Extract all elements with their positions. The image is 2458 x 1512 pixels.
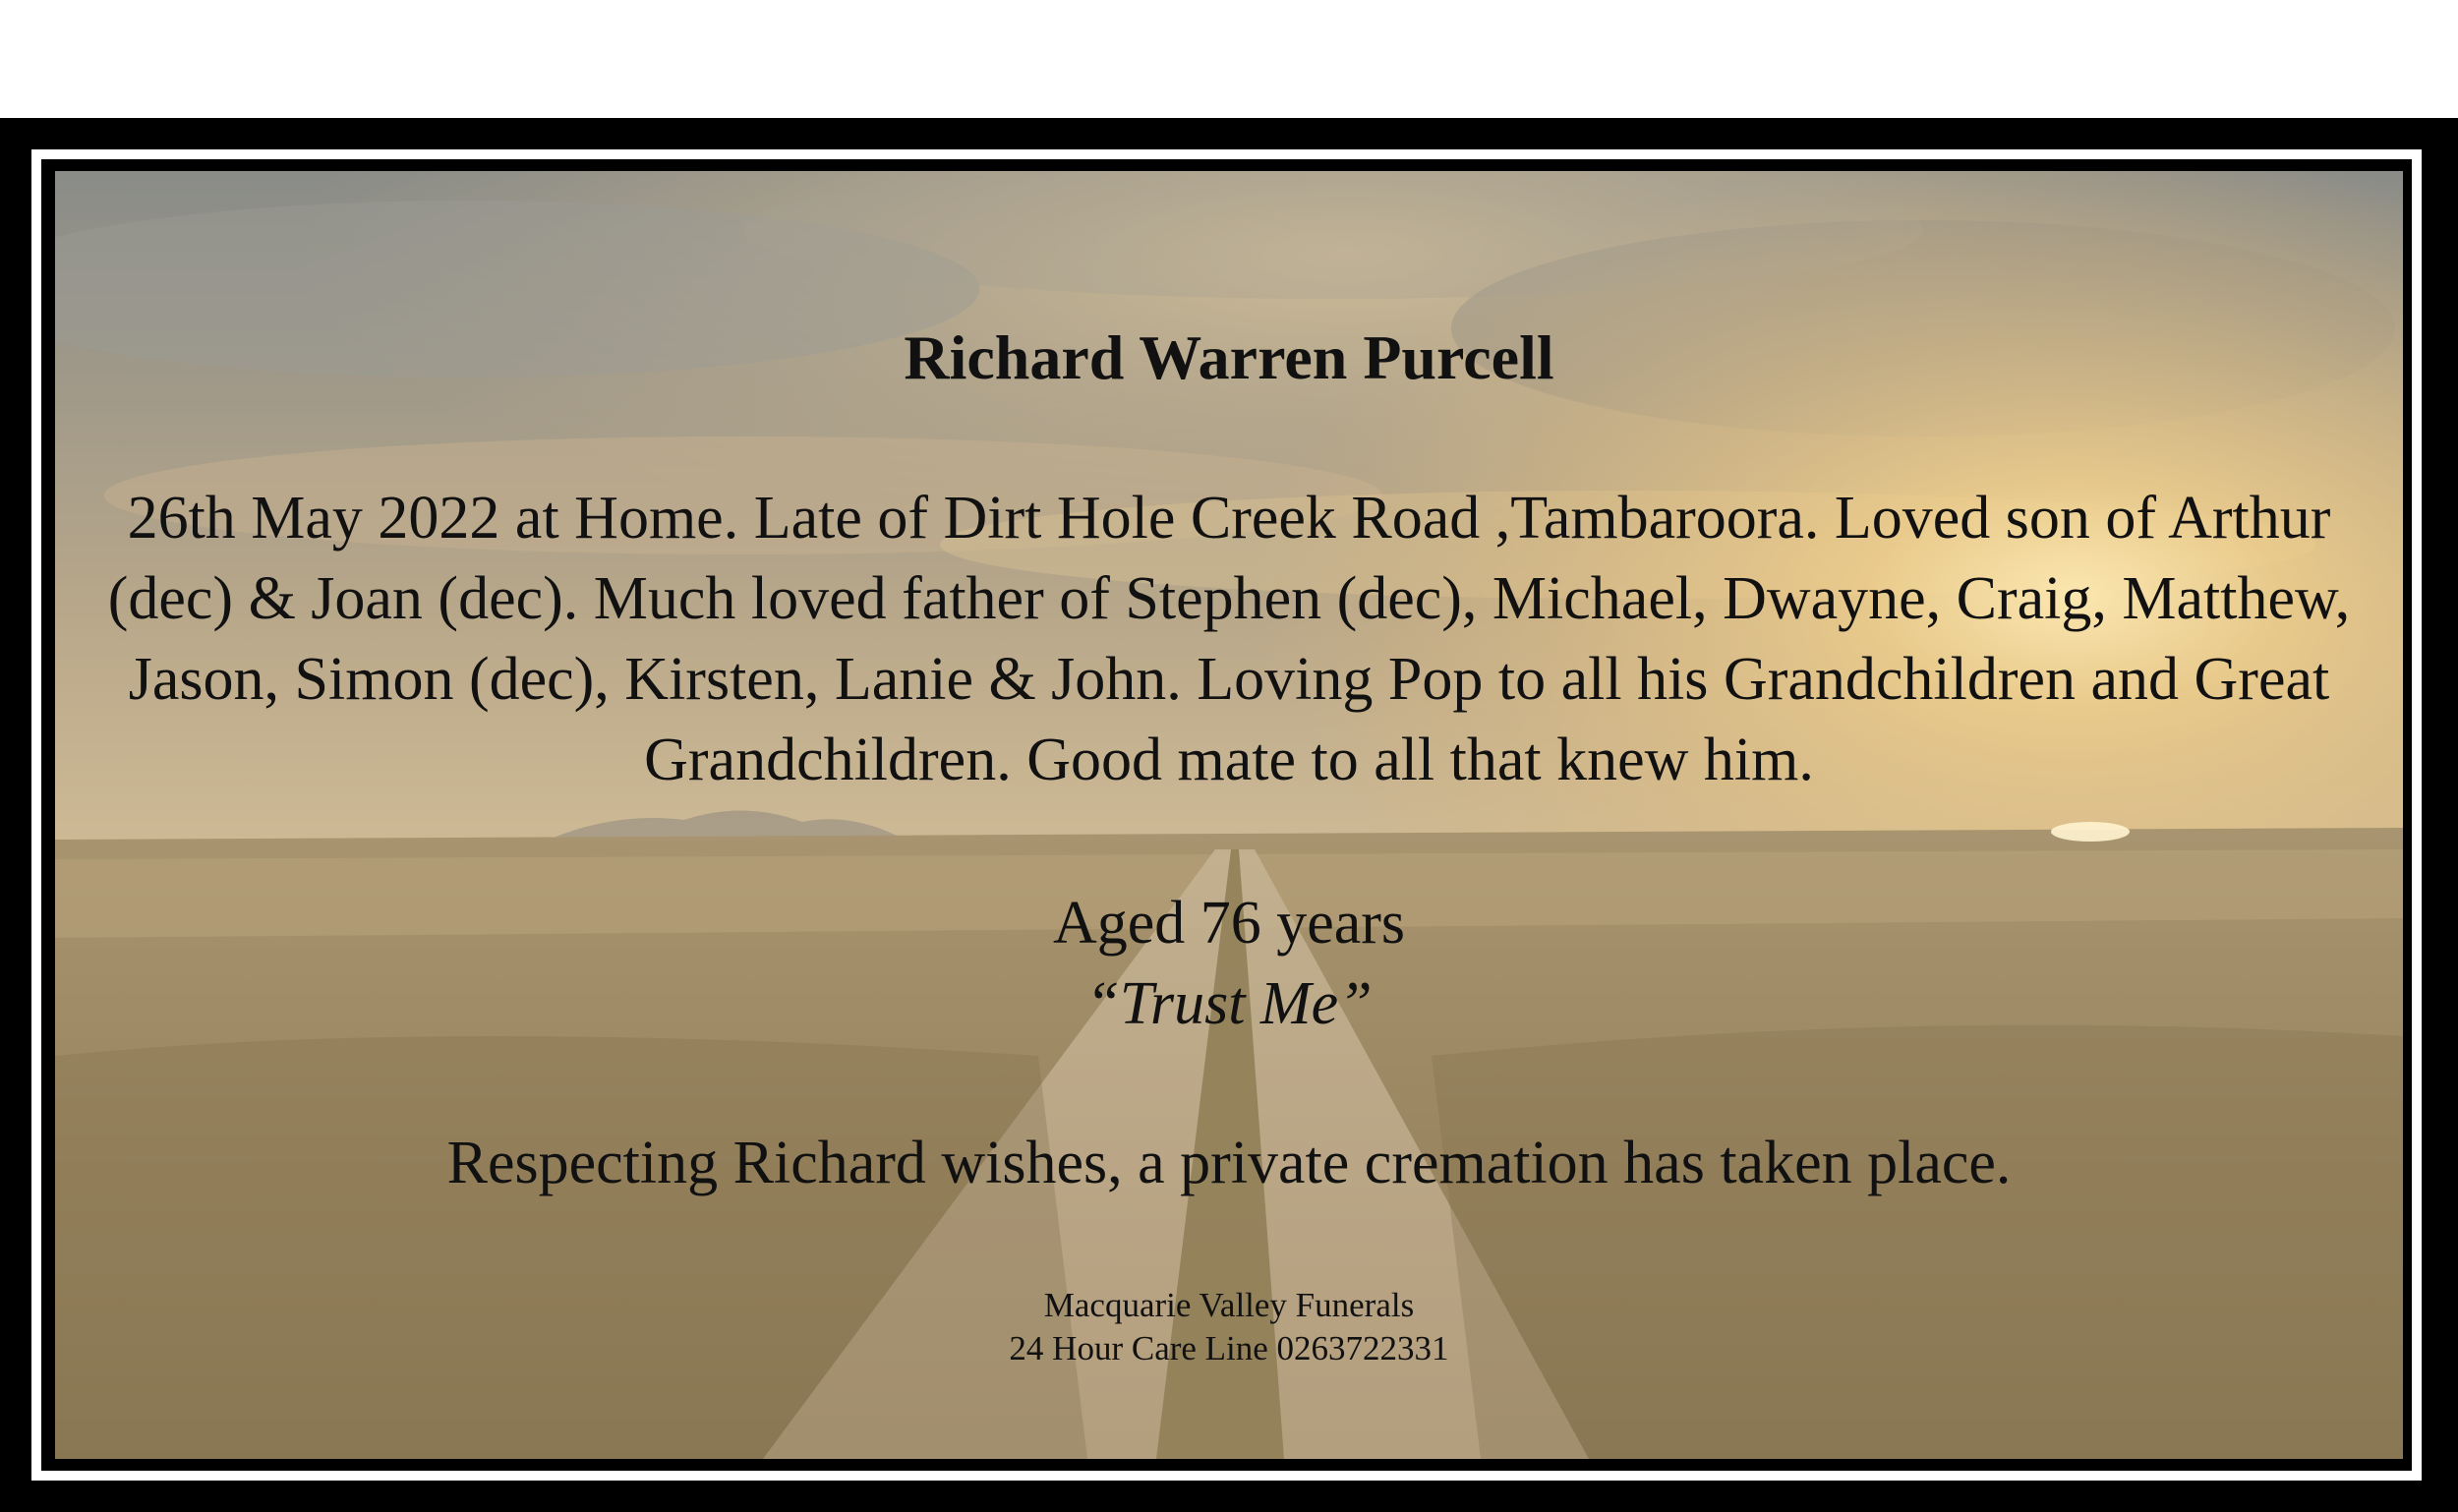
age-line: Aged 76 years bbox=[1052, 890, 1406, 957]
notice-body-text: 26th May 2022 at Home. Late of Dirt Hole Creek Road ,Tambaroora. Loved son of Arthur (dec) & Joan (dec). Much loved father of Stephen (dec), Michael, Dwayne, Craig, Matthew, Jason, Simon (dec), Kirsten, Lanie & John. Loving Pop to all his Grandchildren and Great Grandchildren. Good mate to all that knew him. bbox=[107, 485, 2351, 793]
deceased-name: Richard Warren Purcell bbox=[904, 322, 1554, 392]
service-note: Respecting Richard wishes, a private cremation has taken place. bbox=[446, 1130, 2012, 1196]
funeral-director-name: Macquarie Valley Funerals bbox=[1043, 1286, 1415, 1324]
quote-line: “Trust Me” bbox=[1085, 970, 1373, 1037]
obituary-notice bbox=[55, 171, 2403, 1459]
care-line-phone: 24 Hour Care Line 0263722331 bbox=[1009, 1329, 1449, 1367]
